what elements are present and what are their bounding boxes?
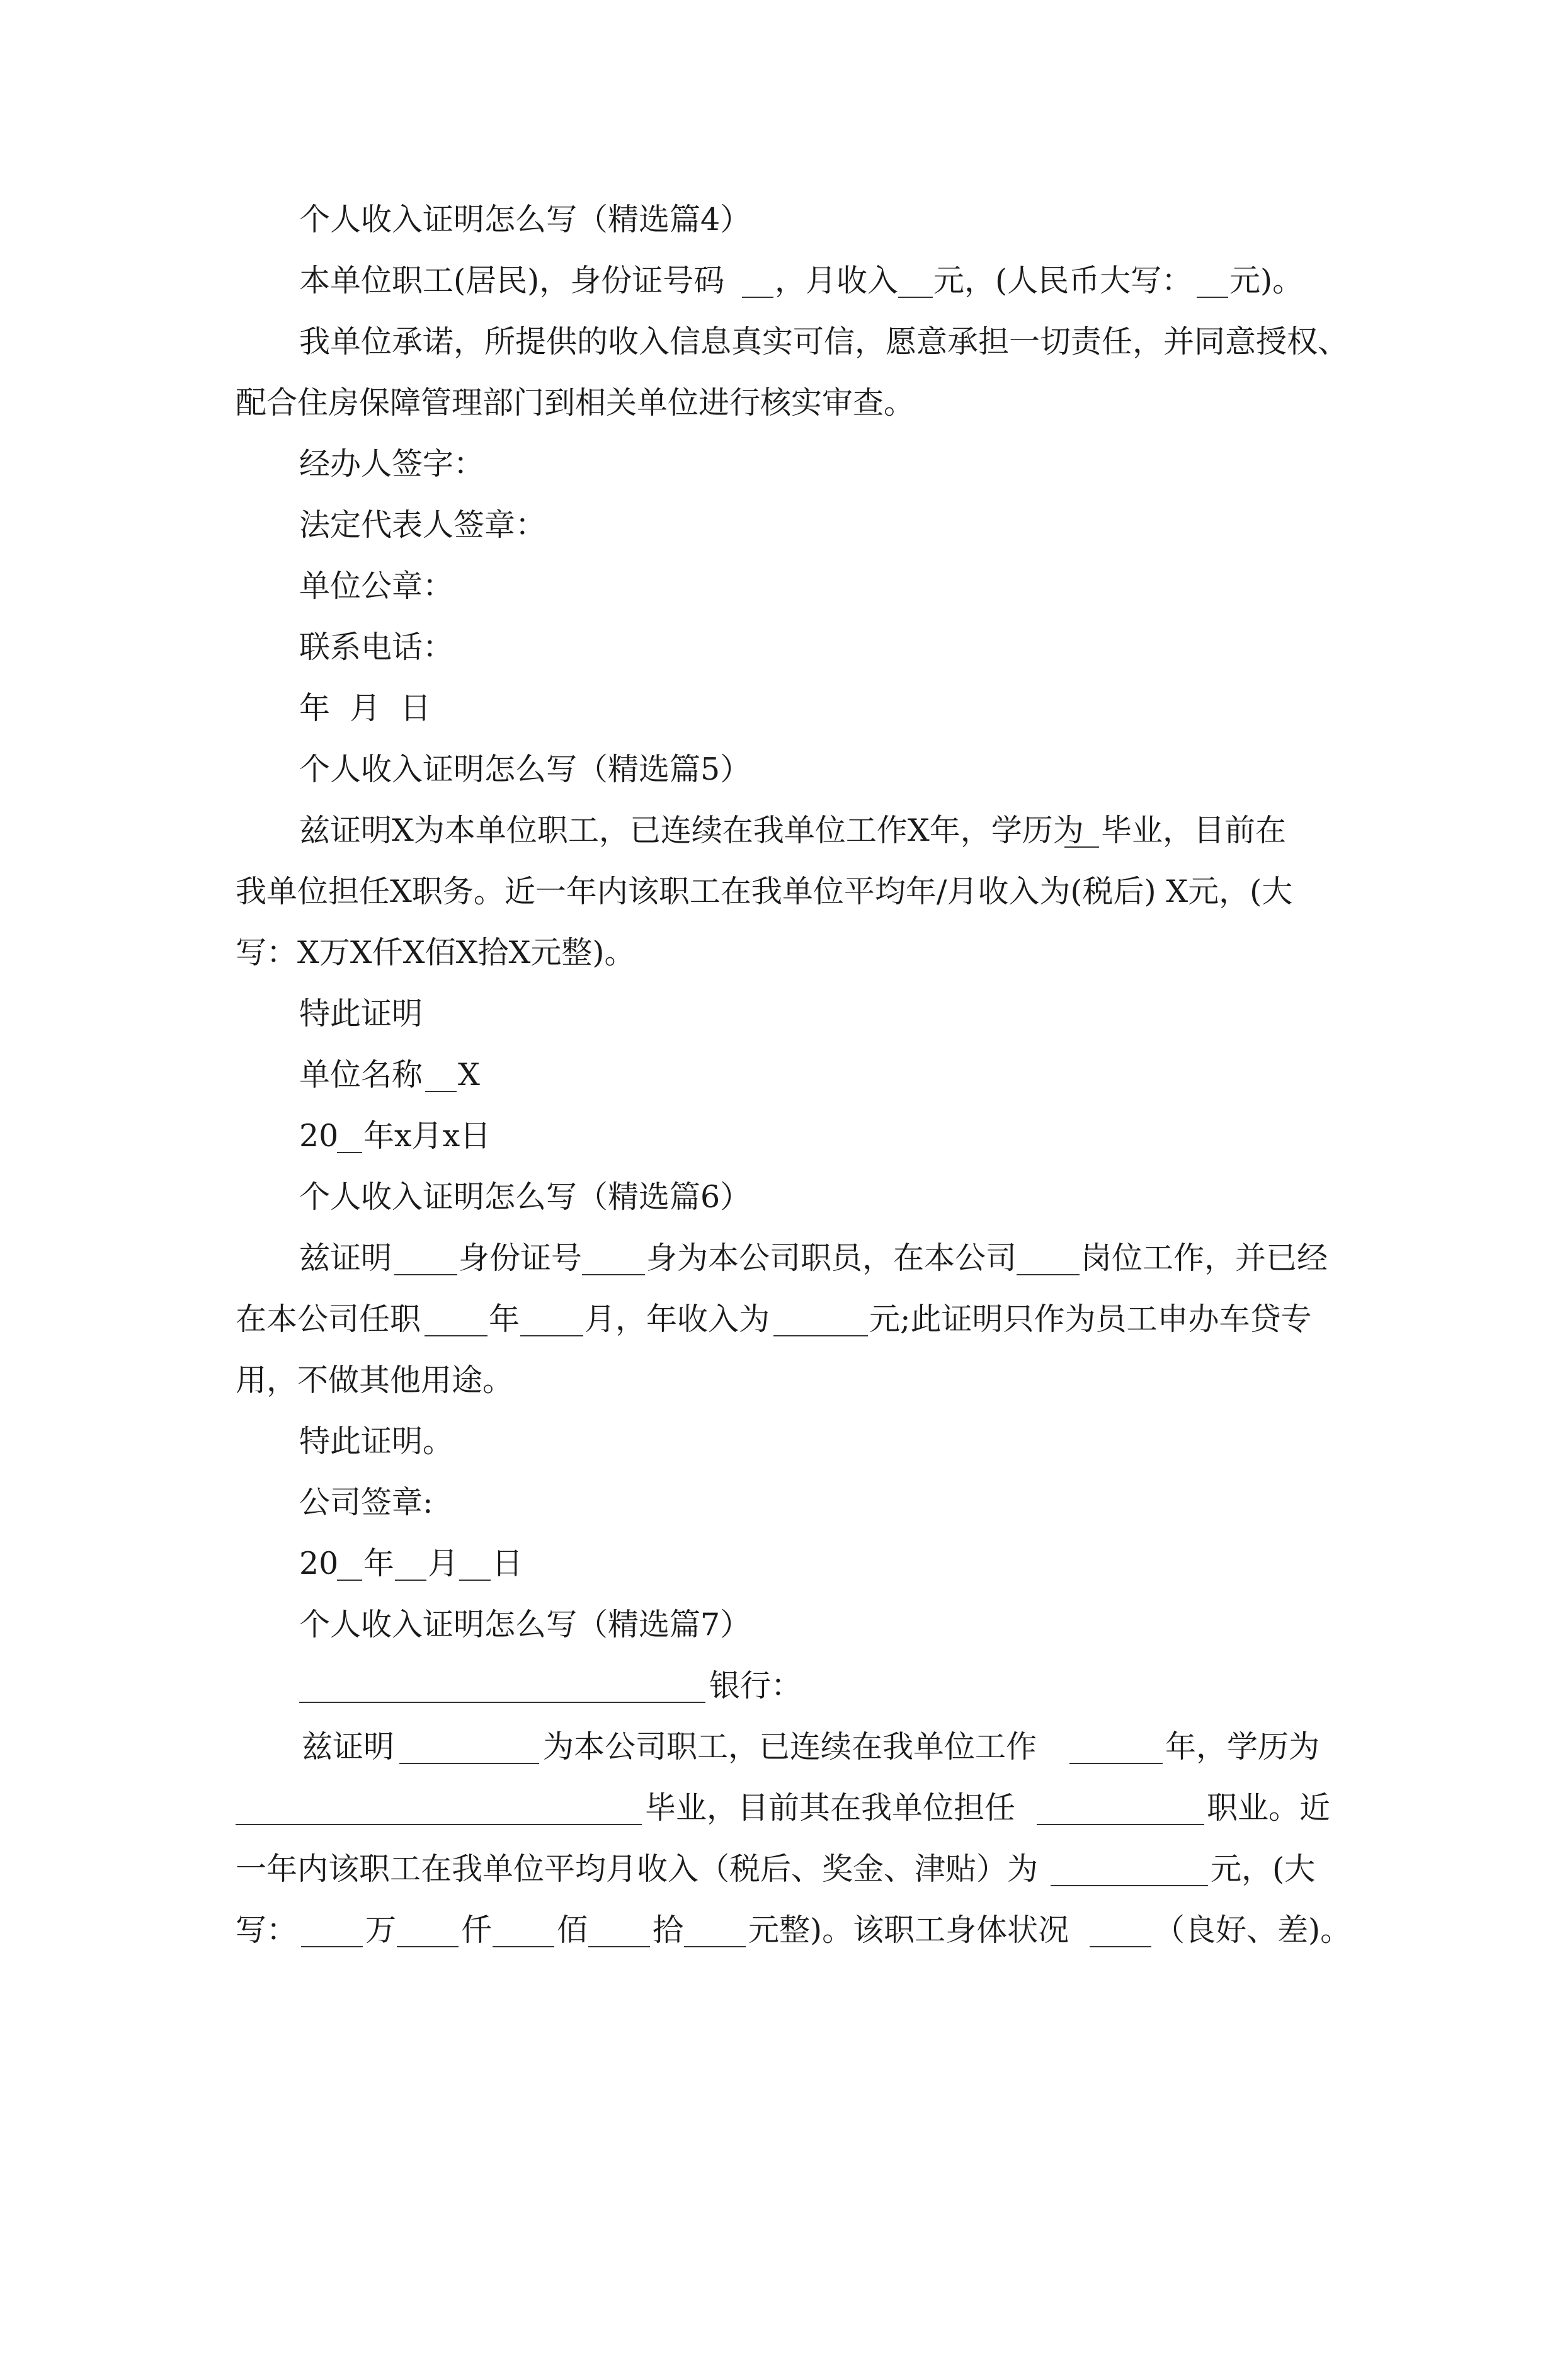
text-run: 单位名称 [299, 1057, 423, 1093]
text-run: 毕业，目前在 [1101, 812, 1287, 848]
heading-text: 个人收入证明怎么写（精选篇4） [299, 202, 751, 237]
heading-text: 个人收入证明怎么写（精选篇5） [299, 751, 751, 787]
paragraph-line [0, 876, 1562, 914]
closing-line [0, 1423, 1562, 1464]
fill-in-blank [236, 1824, 642, 1825]
text-run: 年 [489, 1301, 520, 1337]
fill-in-blank [582, 1274, 645, 1275]
text-run: 身为本公司职员，在本公司 [646, 1240, 1017, 1276]
text-run: 法定代表人签章： [299, 507, 547, 543]
paragraph-line [0, 1792, 1562, 1830]
text-run: 岗位工作，并已经 [1081, 1240, 1328, 1276]
fill-in-blank [301, 1946, 363, 1947]
fill-in-blank [1069, 1763, 1163, 1764]
text-run: 年，学历为 [1165, 1729, 1320, 1765]
seal-label [0, 568, 1562, 608]
fill-in-blank [520, 1335, 583, 1336]
text-run: 职业。近 [1207, 1790, 1331, 1826]
text-run: 为本公司职工，已连续在我单位工作 [543, 1729, 1037, 1765]
phone-label [0, 629, 1562, 669]
date-line [0, 1120, 1562, 1158]
text-run: 兹证明 [299, 1240, 392, 1276]
text-run: 20 [299, 1546, 339, 1581]
fill-in-blank [1090, 1946, 1151, 1947]
fill-in-blank [493, 1946, 554, 1947]
fill-in-blank [684, 1946, 746, 1947]
paragraph-line [0, 1301, 1562, 1341]
paragraph-line [0, 1853, 1562, 1891]
text-run: 日 [492, 1546, 523, 1581]
text-run: 公司签章: [299, 1484, 433, 1520]
text-run: 特此证明 [299, 996, 423, 1032]
text-run: 元，(人民币大写： [933, 263, 1193, 299]
fill-in-blank [742, 297, 773, 298]
text-run: 在本公司任职 [236, 1301, 421, 1337]
fill-in-blank [397, 1946, 459, 1947]
section-7-heading [0, 1609, 1562, 1647]
text-run: 银行： [709, 1668, 802, 1704]
text-run: 月 [428, 1546, 459, 1581]
section-4-heading [0, 204, 1562, 242]
paragraph-line [0, 1912, 1562, 1952]
text-run: 兹证明 [302, 1729, 395, 1765]
closing-line [0, 998, 1562, 1036]
paragraph-line [0, 1731, 1562, 1769]
text-run: 万 [365, 1912, 397, 1948]
text-run: 我单位担任X职务。近一年内该职工在我单位平均年/月收入为(税后) X元，(大 [236, 874, 1293, 909]
text-run: 身份证号 [459, 1240, 583, 1276]
text-run: 拾 [653, 1912, 684, 1948]
text-run: X [458, 1057, 480, 1093]
text-run: 我单位承诺，所提供的收入信息真实可信，愿意承担一切责任，并同意授权、 [299, 324, 1349, 360]
fill-in-blank [425, 1335, 487, 1336]
text-run: 单位公章： [299, 568, 454, 604]
section-5-heading [0, 751, 1562, 792]
text-run: 年 月 日 [299, 690, 431, 726]
text-run: 兹证明X为本单位职工，已连续在我单位工作X年，学历为 [299, 812, 1084, 848]
heading-text: 个人收入证明怎么写（精选篇7） [299, 1607, 751, 1643]
fill-in-blank [1017, 1274, 1080, 1275]
text-run: 佰 [557, 1912, 588, 1948]
fill-in-blank [1037, 1824, 1204, 1825]
signature-label [0, 507, 1562, 547]
company-name-line [0, 1059, 1562, 1097]
text-run: 元，(大 [1211, 1851, 1316, 1887]
fill-in-blank [1064, 846, 1099, 848]
seal-label [0, 1484, 1562, 1525]
paragraph-line [0, 1362, 1562, 1403]
fill-in-blank [394, 1274, 457, 1275]
text-run: （良好、差)。 [1154, 1912, 1352, 1948]
text-run: 一年内该职工在我单位平均月收入（税后、奖金、津贴）为 [236, 1851, 1039, 1887]
paragraph-line [0, 812, 1562, 853]
fill-in-blank [459, 1580, 491, 1581]
text-run: 用，不做其他用途。 [236, 1362, 514, 1398]
signature-label [0, 448, 1562, 486]
fill-in-blank [773, 1335, 868, 1336]
text-run: 元)。 [1229, 263, 1304, 299]
addressee-line [0, 1670, 1562, 1708]
fill-in-blank [337, 1580, 362, 1581]
date-line [0, 690, 1562, 731]
text-run: 元;此证明只作为员工申办车贷专 [869, 1301, 1312, 1337]
paragraph-line [0, 1240, 1562, 1280]
text-run: ，月收入 [775, 263, 899, 299]
fill-in-blank [588, 1946, 650, 1947]
text-run: 写： [236, 1912, 298, 1948]
fill-in-blank [399, 1763, 539, 1764]
text-run: 特此证明。 [299, 1423, 454, 1459]
fill-in-blank [1051, 1885, 1208, 1886]
text-run: 毕业，目前其在我单位担任 [645, 1790, 1016, 1826]
section-6-heading [0, 1181, 1562, 1219]
paragraph-line [0, 387, 1562, 425]
text-run: 元整)。该职工身体状况 [748, 1912, 1069, 1948]
text-run: 年x月x日 [363, 1118, 491, 1154]
fill-in-blank [1197, 297, 1228, 298]
fill-in-blank-line [898, 297, 933, 298]
text-run: 20 [299, 1118, 339, 1154]
text-run: 月，年收入为 [584, 1301, 770, 1337]
paragraph-line [0, 326, 1562, 364]
paragraph-line [0, 937, 1562, 975]
text-run: 写：X万X仟X佰X拾X元整)。 [236, 935, 636, 971]
paragraph-line [0, 265, 1562, 303]
fill-in-blank [299, 1702, 705, 1703]
text-run: 配合住房保障管理部门到相关单位进行核实审查。 [236, 385, 915, 421]
text-run: 仟 [461, 1912, 493, 1948]
fill-in-blank [395, 1580, 426, 1581]
fill-in-blank [425, 1091, 457, 1092]
text-run: 年 [363, 1546, 395, 1581]
text-run: 经办人签字： [299, 446, 485, 482]
heading-text: 个人收入证明怎么写（精选篇6） [299, 1179, 751, 1215]
text-run: 联系电话： [299, 629, 454, 665]
text-run: 本单位职工(居民)，身份证号码 [299, 263, 725, 299]
fill-in-blank [337, 1152, 362, 1153]
date-line [0, 1548, 1562, 1586]
